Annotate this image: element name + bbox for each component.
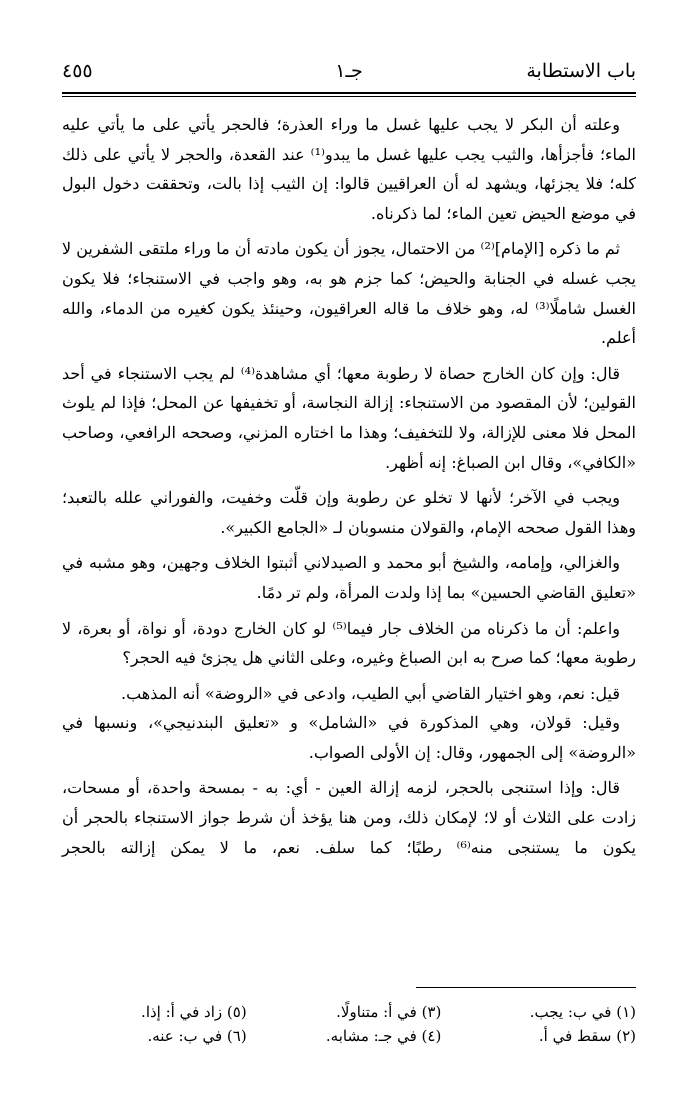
paragraph: ويجب في الآخر؛ لأنها لا تخلو عن رطوبة وإن قلّت وخفيت، والفوراني علله بالتعبد؛ وهذا القول صححه الإمام، والقولان منسوبان لـ «الجامع الكبير».: [62, 488, 636, 537]
paragraph: ثم ما ذكره [الإمام]⁽²⁾ من الاحتمال، يجوز أن يكون مادته أن ما وراء ملتقى الشفرين لا يجب غسله في الجنابة والحيض؛ كما جزم هو به، وهو واجب في الاستنجاء؛ فلا يكون الغسل شاملًا⁽³⁾ له، وهو خلاف ما قاله العراقيون، وحينئذ يكون كغيره من الدماء، والله أعلم.: [62, 239, 637, 348]
paragraph: وعلته أن البكر لا يجب عليها غسل ما وراء العذرة؛ فالحجر يأتي على ما يأتي عليه الماء؛ فأجزأها، والثيب يجب عليها غسل ما يبدو⁽¹⁾ عند القعدة، والحجر لا يأتي على ذلك كله؛ فلا يجزئها، ويشهد له أن العراقيين قالوا: إن الثيب إذا بالت، وتحققت دخول البول في موضع الحيض تعين الماء؛ لما ذكرناه.: [62, 115, 636, 223]
footnotes: [62, 1000, 636, 1048]
page-number: ٤٥٥: [62, 60, 93, 82]
footnote-rule: [416, 987, 636, 988]
paragraph: قال: وإن كان الخارج حصاة لا رطوبة معها؛ أي مشاهدة⁽⁴⁾ لم يجب الاستنجاء في أحد القولين؛ لأن المقصود من الاستنجاء: إزالة النجاسة، أو تخفيفها عن المحل؛ فإذا لم يلوث المحل فلا معنى للإزالة، ولا للتخفيف؛ وهذا ما اختاره المزني، وصححه الرافعي، وصاحب «الكافي»، وقال ابن الصباغ: إنه أظهر.: [62, 363, 636, 472]
main-text: [62, 110, 636, 862]
footnote: (٥) زاد في أ: إذا.: [141, 1003, 247, 1021]
header-rule-thin: [62, 96, 636, 97]
footnote-column: [257, 1000, 442, 1048]
header-rule: [62, 92, 636, 94]
paragraph: قيل: نعم، وهو اختيار القاضي أبي الطيب، وادعى في «الروضة» أنه المذهب.: [121, 683, 620, 703]
paragraph: واعلم: أن ما ذكرناه من الخلاف جار فيما⁽⁵⁾ لو كان الخارج دودة، أو نواة، أو بعرة، لا رطوبة معها؛ كما صرح به ابن الصباغ وغيره، وعلى الثاني هل يجزئ فيه الحجر؟: [62, 618, 636, 668]
paragraph: والغزالي، وإمامه، والشيخ أبو محمد و الصيدلاني أثبتوا الخلاف وجهين، وهو مشبه في «تعليق القاضي الحسين» بما إذا ولدت المرأة، ولم تر دمًا.: [62, 553, 636, 602]
footnote: (٢) سقط في أ.: [538, 1027, 636, 1045]
footnote: (٦) في ب: عنه.: [147, 1027, 247, 1045]
chapter-title: باب الاستطابة: [526, 60, 636, 82]
footnote-column: [62, 1000, 247, 1048]
footnote-column: [451, 1000, 636, 1048]
footnote: (١) في ب: يجب.: [529, 1003, 636, 1021]
paragraph: وقيل: قولان، وهي المذكورة في «الشامل» و «تعليق البندنيجي»، ونسبها في «الروضة» إلى الجمهور، وقال: إن الأولى الصواب.: [62, 713, 636, 762]
footnote: (٤) في جـ: مشابه.: [325, 1027, 442, 1045]
volume-label: جـ١: [335, 60, 363, 82]
paragraph: قال: وإذا استنجى بالحجر، لزمه إزالة العين - أي: به - بمسحة واحدة، أو مسحات، زادت على الثلاث أو لا؛ لإمكان ذلك، ومن هنا يؤخذ أن شرط جواز الاستنجاء بالحجر أن يكون ما يستنجى منه⁽⁶⁾ رطبًا؛ كما سلف. نعم، ما لا يمكن إزالته بالحجر: [62, 778, 636, 857]
footnote: (٣) في أ: متناولًا.: [336, 1003, 442, 1021]
running-header: [62, 58, 636, 88]
